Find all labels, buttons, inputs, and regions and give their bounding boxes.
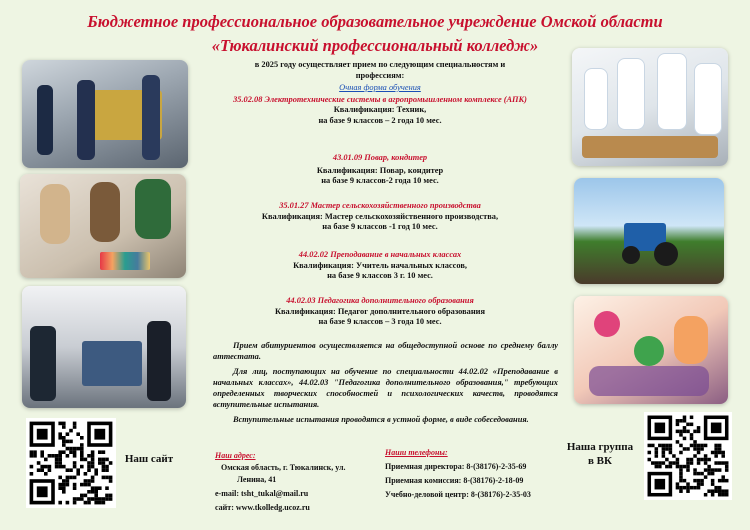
phones-label: Наши телефоны: bbox=[385, 448, 448, 457]
full-time-link[interactable]: Очная форма обучения bbox=[339, 83, 421, 92]
phones-block bbox=[385, 447, 575, 501]
program-block bbox=[190, 250, 570, 282]
email[interactable]: e-mail: tsht_tukal@mail.ru bbox=[215, 489, 309, 498]
program-qualification: Квалификация: Мастер сельскохозяйственного производства, bbox=[261, 211, 499, 221]
photo-lab-equipment bbox=[22, 286, 186, 408]
header-line2: «Тюкалинский профессиональный колледж» bbox=[211, 36, 539, 55]
program-duration: на базе 9 классов-2 года 10 мес. bbox=[321, 176, 439, 185]
qr-right-label-line: в ВК bbox=[587, 455, 612, 467]
program-duration: на базе 9 классов – 2 года 10 мес. bbox=[318, 115, 442, 125]
address-line: Омская область, г. Тюкалинск, ул. bbox=[221, 463, 346, 472]
program-title: 44.02.03 Педагогика дополнительного образования bbox=[286, 296, 474, 305]
qr-left-label: Наш сайт bbox=[124, 453, 174, 465]
program-title: 44.02.02 Преподавание в начальных классах bbox=[298, 250, 462, 259]
program-duration: на базе 9 классов 3 г. 10 мес. bbox=[327, 271, 433, 280]
photo-tractor-field bbox=[574, 178, 724, 284]
intro-line1: в 2025 году осуществляет прием по следующим специальностям и bbox=[254, 60, 506, 69]
program-block bbox=[190, 201, 570, 233]
program-qualification: Квалификация: Учитель начальных классов, bbox=[293, 260, 467, 270]
vk-group-qr-code[interactable] bbox=[644, 412, 732, 500]
program-title: 35.01.27 Мастер сельскохозяйственного производства bbox=[279, 201, 481, 210]
info-paragraph: Прием абитуриентов осуществляется на общедоступной основе по среднему баллу аттестата. bbox=[213, 341, 558, 361]
address-label: Наш адрес: bbox=[215, 451, 256, 460]
qr-right-label-line: Наша группа bbox=[566, 441, 634, 453]
website[interactable]: сайт: www.tkolledg.ucoz.ru bbox=[215, 503, 310, 512]
program-title: 35.02.08 Электротехнические системы в агропромышленном комплексе (АПК) bbox=[233, 94, 527, 104]
info-paragraph: Вступительные испытания проводятся в устной форме, в виде собеседования. bbox=[233, 415, 529, 424]
photo-cooks bbox=[572, 48, 728, 166]
program-qualification: Квалификация: Педагог дополнительного образования bbox=[274, 306, 486, 316]
photo-electrical-workshop bbox=[22, 60, 188, 168]
address-block bbox=[215, 450, 380, 514]
program-block bbox=[190, 153, 570, 187]
info-paragraph: Для лиц, поступающих на обучение по специальности 44.02.02 «Преподавание в начальных классах», 44.02.03 "Педагогика дополнительного образования," требующих определенных творческих способностей и психологических качеств, проводятся вступительные испытания. bbox=[213, 367, 558, 409]
program-qualification: Квалификация: Техник, bbox=[333, 105, 427, 114]
intro-block bbox=[190, 60, 570, 126]
phone-admissions[interactable]: Приемная комиссия: 8-(38176)-2-18-09 bbox=[385, 476, 524, 485]
photo-puppets-children bbox=[574, 296, 728, 404]
program-duration: на базе 9 классов – 3 года 10 мес. bbox=[318, 317, 442, 326]
qr-right-label bbox=[558, 440, 642, 468]
photo-students-table bbox=[20, 174, 186, 278]
admission-info bbox=[213, 340, 558, 429]
header-line1: Бюджетное профессиональное образовательное учреждение Омской области bbox=[87, 12, 663, 31]
address-line: Ленина, 41 bbox=[237, 475, 277, 484]
phone-director[interactable]: Приемная директора: 8-(38176)-2-35-69 bbox=[385, 462, 527, 471]
program-block bbox=[190, 296, 570, 328]
program-title: 43.01.09 Повар, кондитер bbox=[332, 153, 428, 162]
intro-line2: профессиям: bbox=[355, 70, 405, 80]
website-qr-code[interactable] bbox=[26, 418, 116, 508]
program-qualification: Квалификация: Повар, кондитер bbox=[316, 165, 444, 175]
program-duration: на базе 9 классов -1 год 10 мес. bbox=[322, 222, 438, 231]
phone-training-center[interactable]: Учебно-деловой центр: 8-(38176)-2-35-03 bbox=[385, 490, 531, 499]
